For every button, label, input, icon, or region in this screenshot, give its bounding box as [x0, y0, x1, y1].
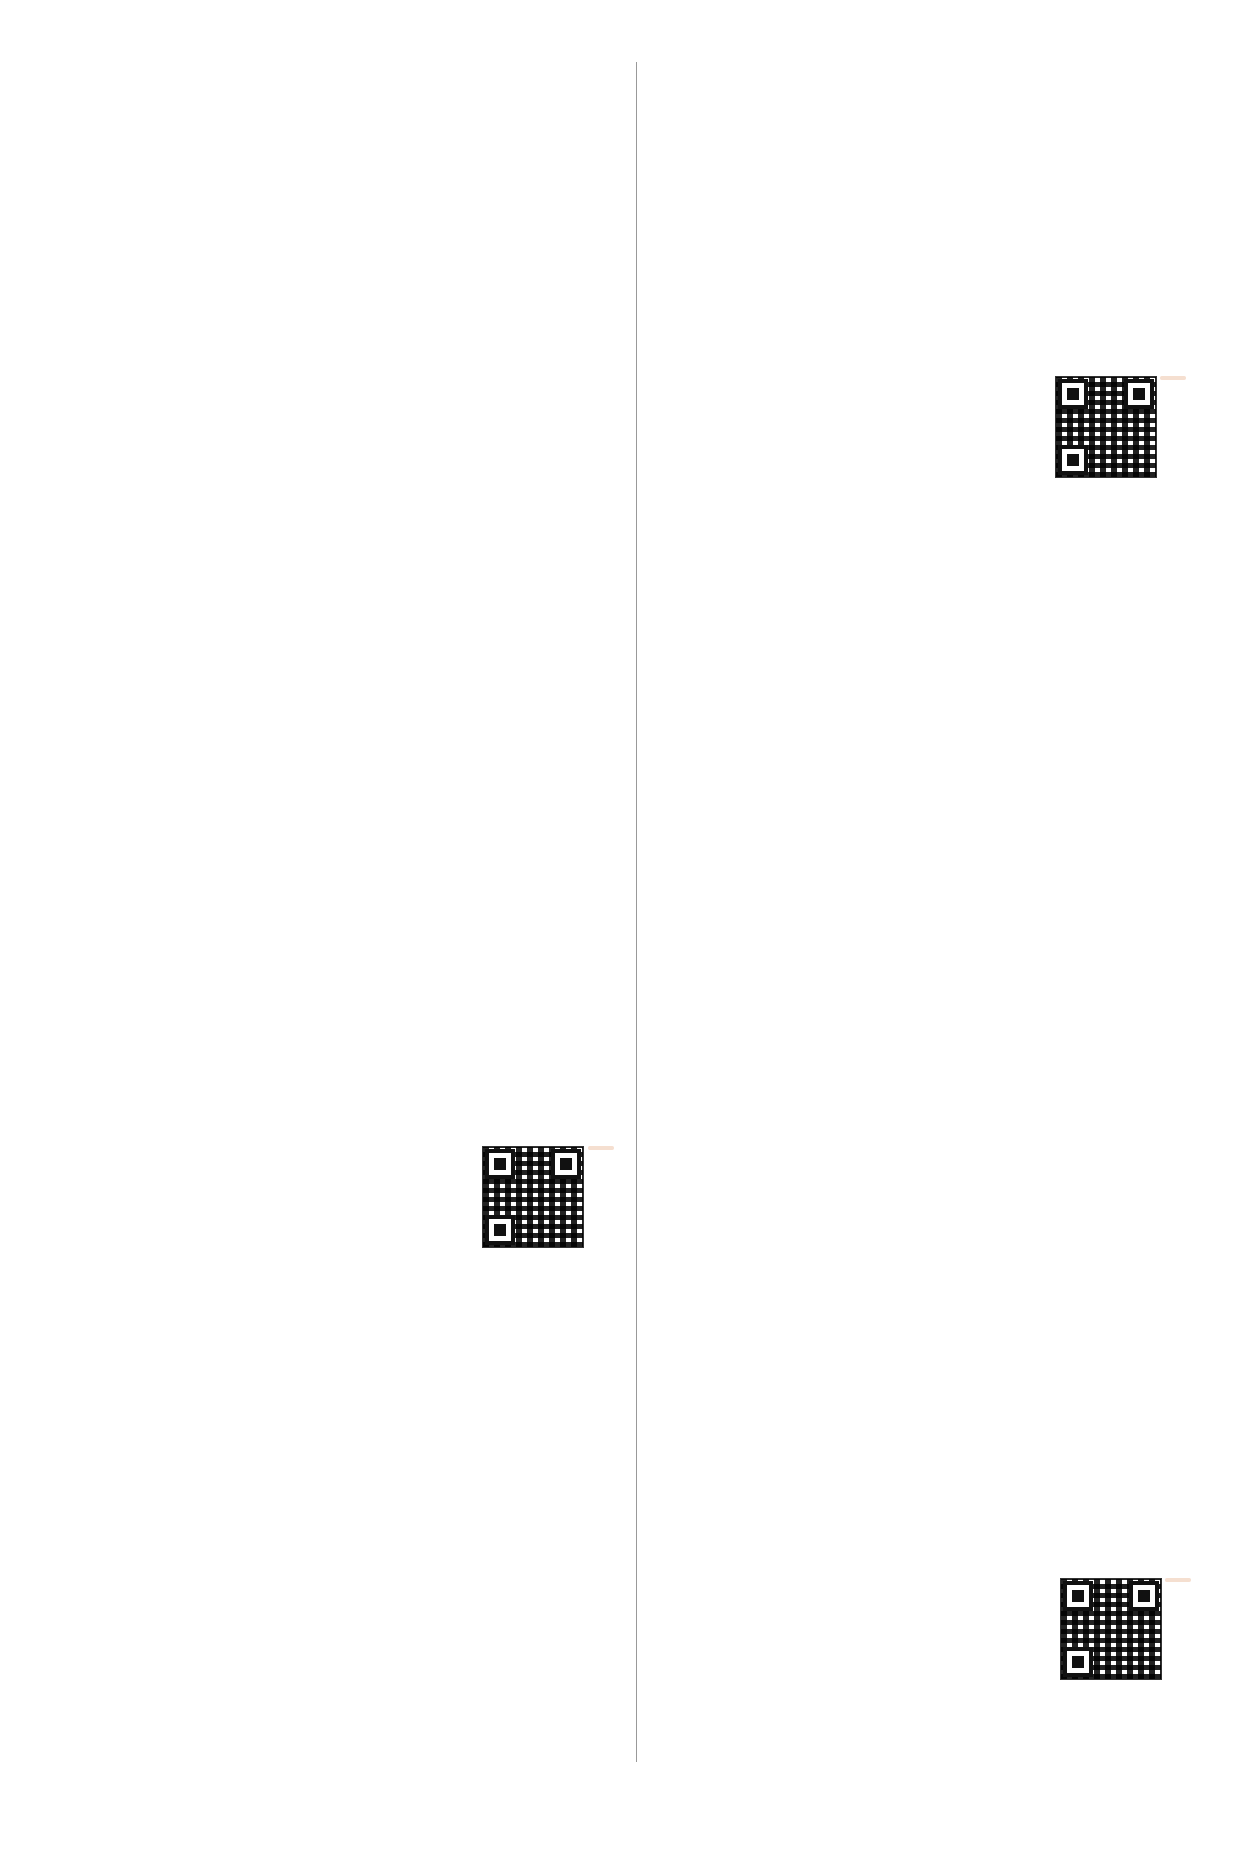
- qr-label-2: [588, 1146, 614, 1150]
- qr-label-1: [1160, 376, 1186, 380]
- video-qr-code-1[interactable]: [1055, 376, 1157, 478]
- column-divider: [636, 62, 637, 1762]
- video-qr-code-3[interactable]: [1060, 1578, 1162, 1680]
- qr-label-3: [1165, 1578, 1191, 1582]
- video-qr-code-2[interactable]: [482, 1146, 584, 1248]
